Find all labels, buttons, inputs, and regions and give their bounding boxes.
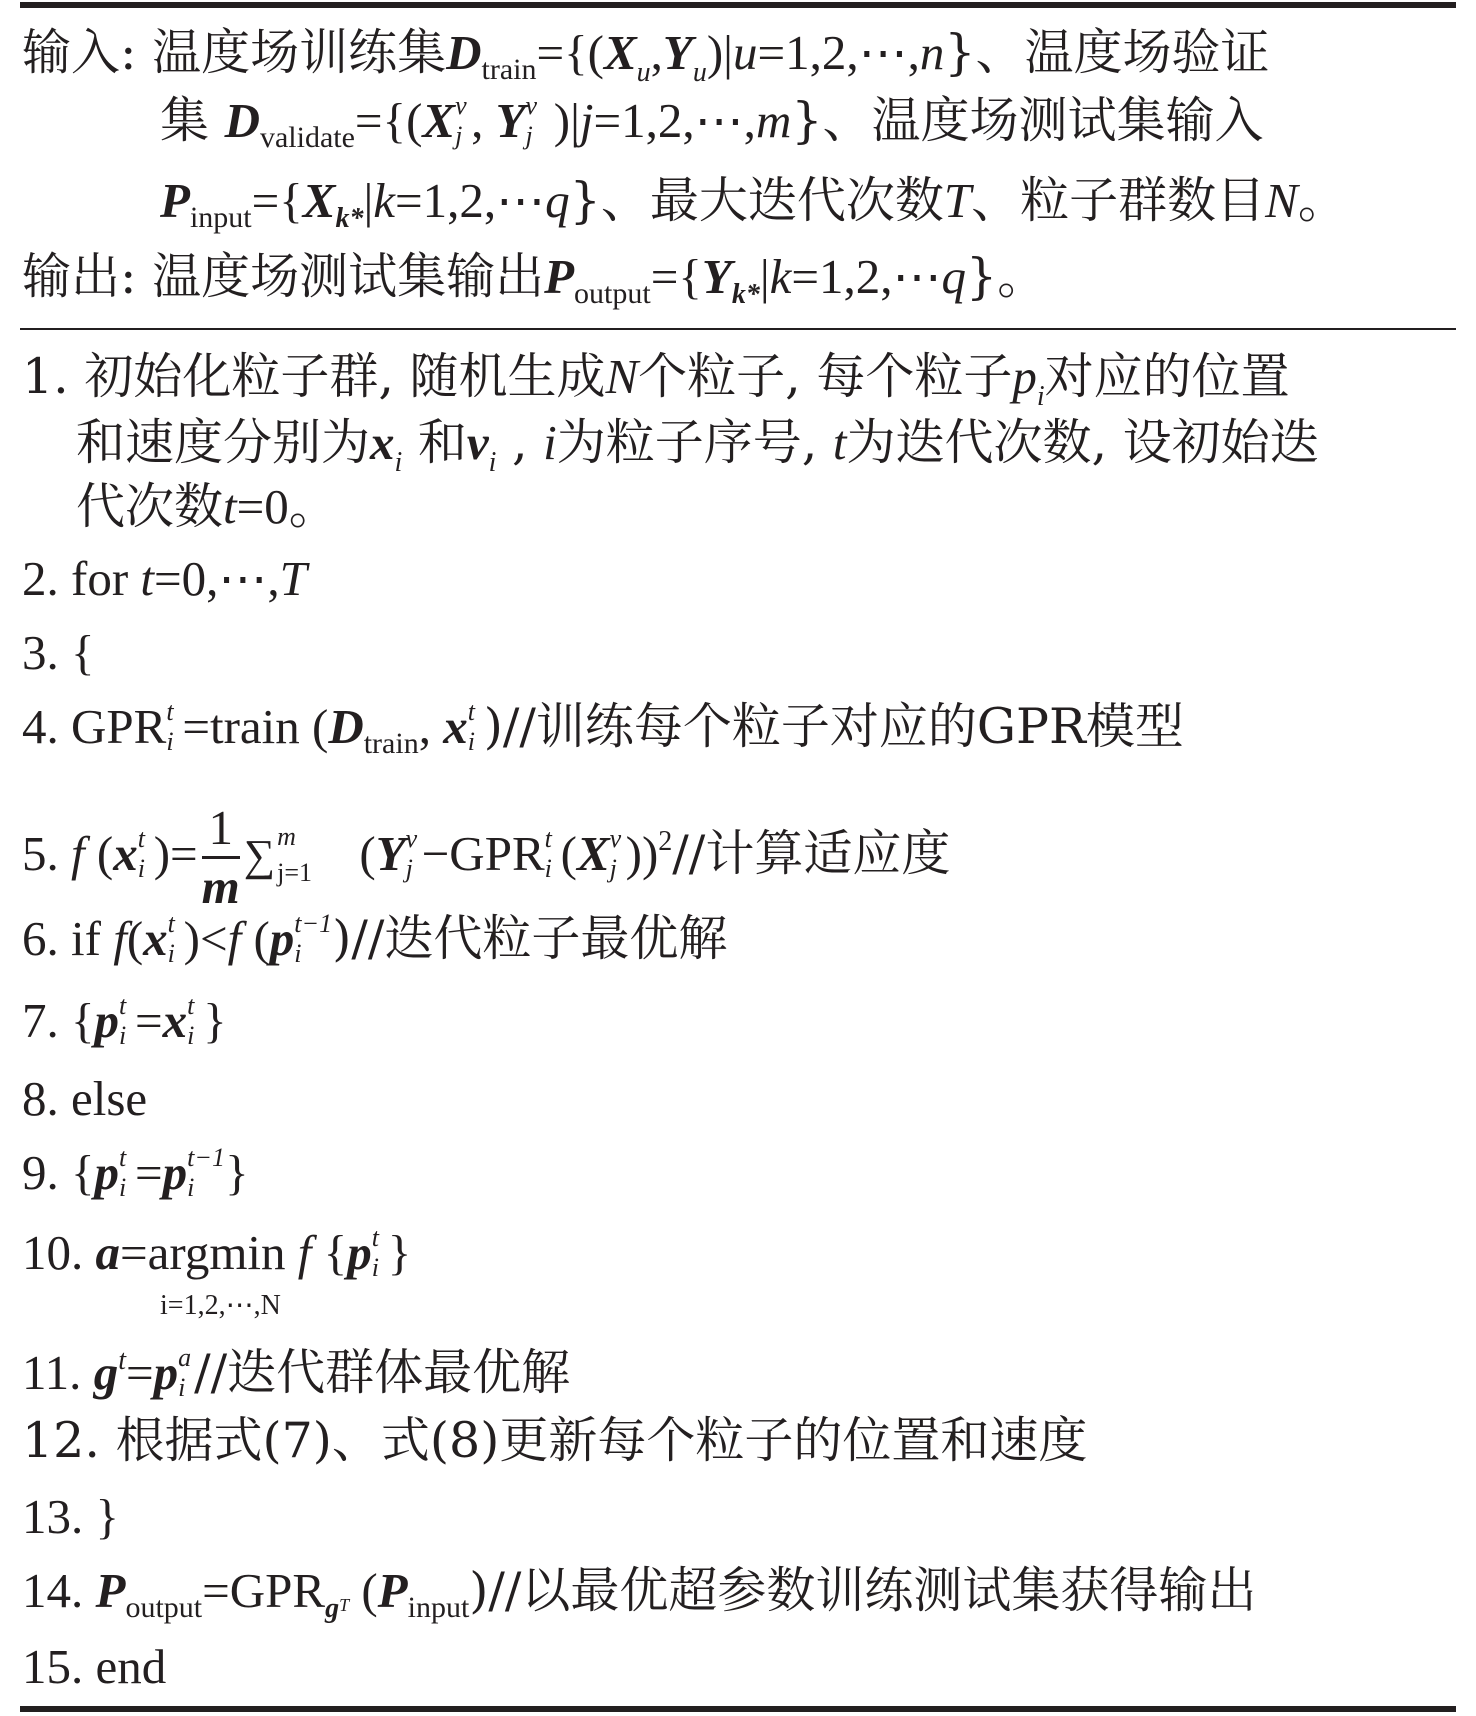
middle-rule (20, 328, 1456, 330)
step-13: 13. } (22, 1489, 120, 1544)
input-line-3: $P_{input}=\{X_{k*}|k=1,2,\cdots q\}$、最大迭代次数T、粒子群数目N。 (160, 172, 1347, 234)
top-rule (20, 2, 1456, 8)
step-3: 3. { (22, 625, 95, 680)
step-15: 15. end (22, 1639, 167, 1694)
argmin-subscript: i=1,2,⋯,N (160, 1290, 281, 1321)
input-line-1: 输入: 温度场训练集$D_{train}=\{(X_u,Y_u)|u=1,2,\cdots,n\}$、温度场验证 (22, 24, 1270, 88)
output-label: 输出: (22, 248, 137, 305)
fraction-one-over-m: $\frac{1}{m}$ (201, 800, 240, 914)
step-10: 10. a=argmin f {p t i } (22, 1223, 412, 1282)
step-1: 1. 初始化粒子群, 随机生成N个粒子, 每个粒子$p_i$对应的位置 (22, 348, 1290, 412)
step-4: 4. GPR t i =train ($D_{train}$, x t i )//训练每个粒子对应的GPR模型 (22, 697, 1184, 760)
output-line: 输出: 温度场测试集输出$P_{output}=\{Y_{k*}|k=1,2,\cdots q\}$。 (22, 248, 1047, 310)
step-8: 8. else (22, 1071, 148, 1126)
step-2: 2. for t=0,⋯,T (22, 551, 307, 606)
input-label: 输入: (22, 24, 137, 81)
step-14: 14. $P_{output}=GPR_{gT}$ $(P_{input})//$以最优超参数训练测试集获得输出 (22, 1562, 1257, 1624)
step-1-cont-2: 代次数t=0。 (76, 478, 338, 535)
input-line-2: 集 $D_{validate}=\{(X$ j v , Y j v )|j=1,2,⋯,m}、温度场测试集输入 (160, 91, 1264, 154)
step-7: 7. {p t i =x t i } (22, 991, 227, 1050)
step-12: 12. 根据式(7)、式(8)更新每个粒子的位置和速度 (22, 1412, 1088, 1469)
bottom-rule (20, 1706, 1456, 1712)
step-1-cont-1: 和速度分别为$x_i$ 和$v_i$ , i为粒子序号, t为迭代次数, 设初始迭 (76, 414, 1319, 478)
step-5: 5. f (x t i )= $\frac{1}{m}$ ∑ m j=1 (Y v j −GPR t i (X v j ))$^2$//计算适应度 (22, 800, 951, 914)
step-9: 9. {p t i =p t−1 i } (22, 1143, 249, 1202)
step-11: 11. $g^t=p$ a i //迭代群体最优解 (22, 1343, 571, 1402)
step-6: 6. if f(x t i )<f (p t−1 i )//迭代粒子最优解 (22, 909, 728, 968)
